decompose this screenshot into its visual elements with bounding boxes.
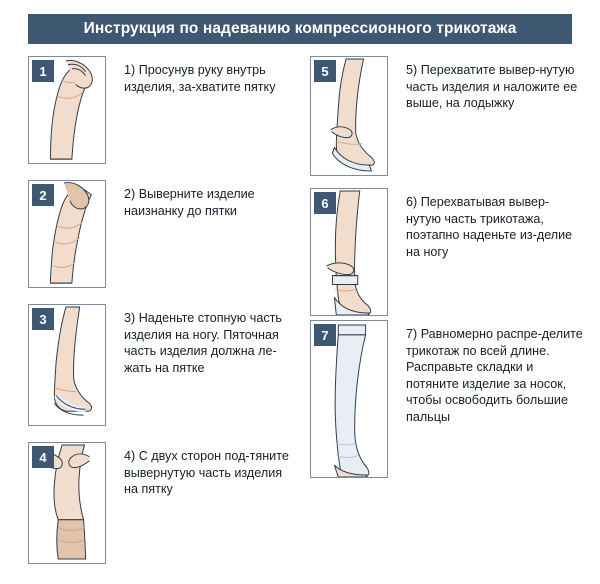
step-number-3: 3 (32, 308, 54, 330)
step-number-2: 2 (32, 184, 54, 206)
step-item-7 (310, 320, 583, 480)
step-caption-6: 6) Перехватывая вывер-нутую часть трикотажа, поэтапно наденьте из-делие на ногу (406, 195, 573, 259)
step-number-4: 4 (32, 446, 54, 468)
step-item-3 (28, 304, 290, 428)
step-caption-3: 3) Наденьте стопную часть изделия на ногу. Пяточная часть изделия должна ле-жать на пятке (124, 311, 282, 375)
step-caption-1: 1) Просунув руку внутрь изделия, за-хватите пятку (124, 63, 276, 94)
step-number-1: 1 (32, 60, 54, 82)
page-title: Инструкция по надеванию компрессионного трикотажа (83, 20, 517, 37)
step-item-5 (310, 56, 578, 166)
step-caption-4: 4) С двух сторон под-тяните вывернутую часть изделия на пятку (124, 449, 289, 496)
step-number-7: 7 (314, 324, 336, 346)
steps-container (0, 50, 600, 584)
step-item-1 (28, 56, 290, 166)
step-number-5: 5 (314, 60, 336, 82)
step-item-2 (28, 180, 290, 290)
step-caption-2: 2) Выверните изделие наизнанку до пятки (124, 187, 255, 218)
step-caption-7: 7) Равномерно распре-делите трикотаж по всей длине. Расправьте складки и потяните изделие за носок, чтобы освободить большие пальцы (406, 327, 583, 424)
page-title-bar (28, 14, 572, 44)
step-item-4 (28, 442, 290, 566)
step-item-6 (310, 188, 572, 318)
step-number-6: 6 (314, 192, 336, 214)
step-caption-5: 5) Перехватите вывер-нутую часть изделия и наложите ее выше, на лодыжку (406, 63, 578, 110)
